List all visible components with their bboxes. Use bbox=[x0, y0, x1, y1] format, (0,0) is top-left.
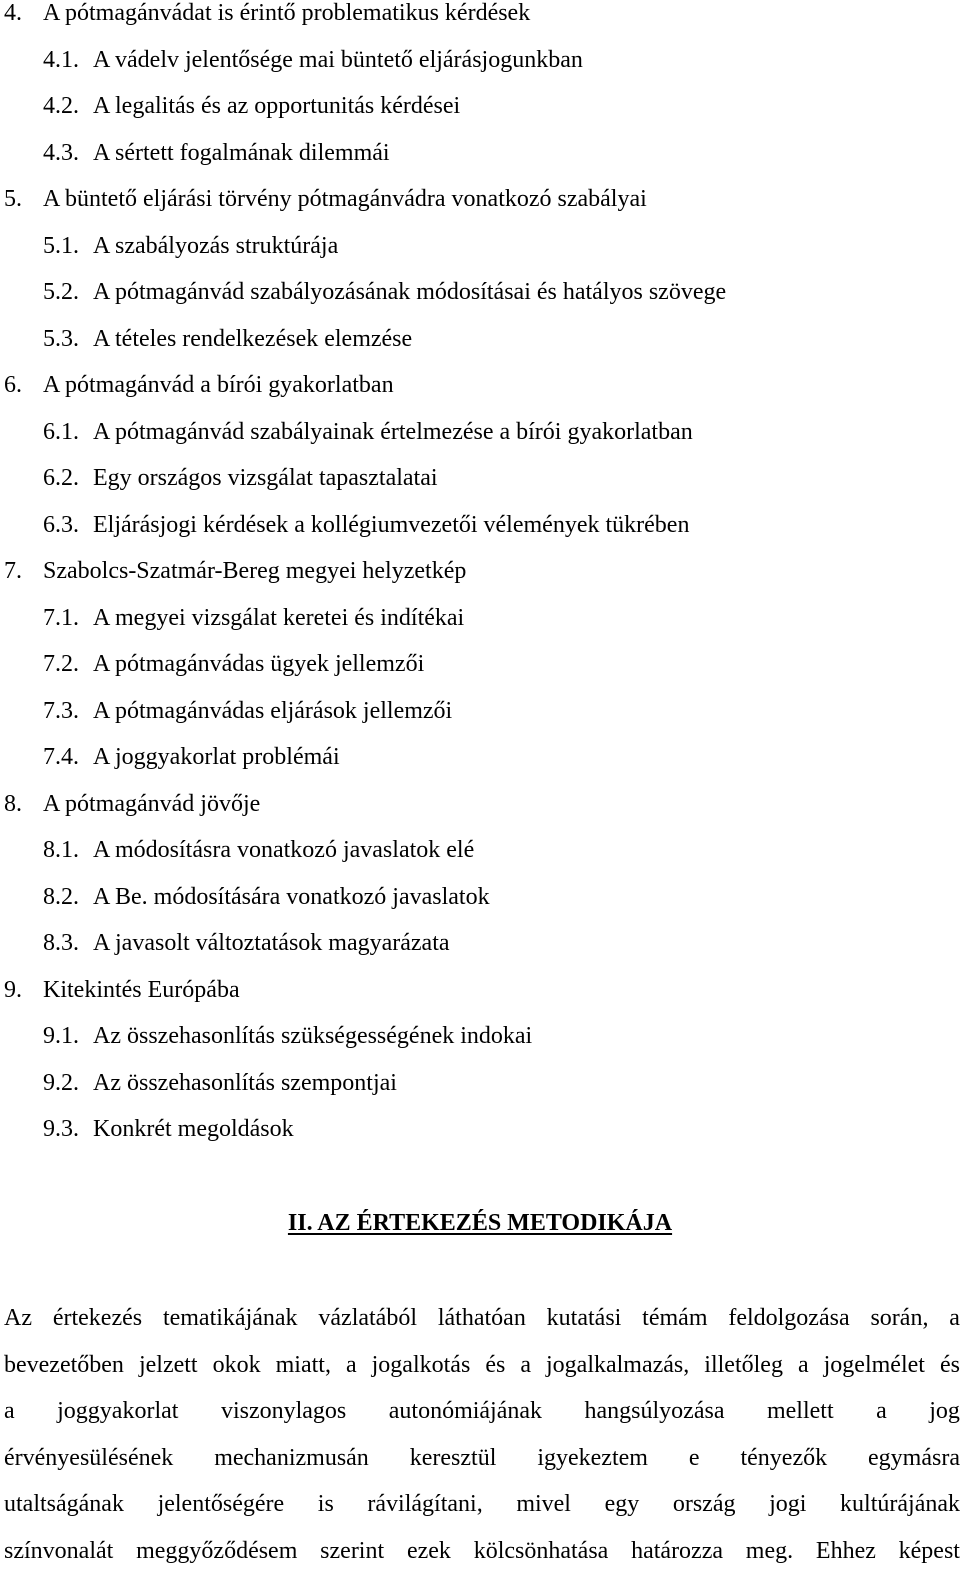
paragraph-line bbox=[4, 1435, 960, 1482]
toc-item-number: 7.3. bbox=[43, 688, 93, 735]
paragraph-word: jogelmélet bbox=[824, 1342, 925, 1389]
toc-item-title: A szabályozás struktúrája bbox=[93, 233, 338, 259]
toc-item bbox=[0, 0, 960, 37]
paragraph-word: ezek bbox=[407, 1528, 451, 1574]
toc-item-number: 9.3. bbox=[43, 1106, 93, 1153]
paragraph-word: kölcsönhatása bbox=[474, 1528, 609, 1574]
paragraph-word: jelzett bbox=[139, 1342, 198, 1389]
paragraph-word: a bbox=[949, 1295, 960, 1342]
paragraph-line bbox=[4, 1481, 960, 1528]
paragraph-word: feldolgozása bbox=[728, 1295, 849, 1342]
paragraph-word: jogalkotás bbox=[372, 1342, 471, 1389]
toc-item-number: 6.1. bbox=[43, 409, 93, 456]
toc-item bbox=[0, 83, 960, 130]
body-paragraph bbox=[4, 1295, 960, 1574]
paragraph-word: során, bbox=[870, 1295, 928, 1342]
toc-item-title: A pótmagánvád a bírói gyakorlatban bbox=[43, 372, 394, 398]
paragraph-word: jogi bbox=[769, 1481, 806, 1528]
toc-item bbox=[0, 1060, 960, 1107]
toc-item-title: A pótmagánvádas eljárások jellemzői bbox=[93, 698, 452, 724]
toc-item-title: Egy országos vizsgálat tapasztalatai bbox=[93, 465, 438, 491]
paragraph-word: Ehhez bbox=[816, 1528, 876, 1574]
paragraph-word: is bbox=[318, 1481, 334, 1528]
paragraph-word: Az bbox=[4, 1295, 32, 1342]
paragraph-word: témám bbox=[642, 1295, 707, 1342]
toc-item-title: A módosításra vonatkozó javaslatok elé bbox=[93, 837, 474, 863]
toc-item-title: A pótmagánvádat is érintő problematikus kérdések bbox=[43, 0, 530, 26]
paragraph-word: kutatási bbox=[547, 1295, 622, 1342]
paragraph-word: értekezés bbox=[53, 1295, 142, 1342]
toc-item-number: 5. bbox=[4, 176, 43, 223]
paragraph-word: és bbox=[485, 1342, 505, 1389]
toc-item-title: Szabolcs-Szatmár-Bereg megyei helyzetkép bbox=[43, 558, 466, 584]
paragraph-word: képest bbox=[899, 1528, 960, 1574]
paragraph-word: jog bbox=[929, 1388, 960, 1435]
paragraph-word: érvényesülésének bbox=[4, 1435, 173, 1482]
paragraph-word: joggyakorlat bbox=[57, 1388, 178, 1435]
toc-item-title: A megyei vizsgálat keretei és indítékai bbox=[93, 605, 464, 631]
paragraph-line bbox=[4, 1388, 960, 1435]
toc-item-title: Konkrét megoldások bbox=[93, 1116, 294, 1142]
toc-item-number: 7. bbox=[4, 548, 43, 595]
paragraph-word: hangsúlyozása bbox=[585, 1388, 725, 1435]
toc-item bbox=[0, 455, 960, 502]
toc-item-title: A pótmagánvád szabályozásának módosításai és hatályos szövege bbox=[93, 279, 726, 305]
toc-item-title: Eljárásjogi kérdések a kollégiumvezetői vélemények tükrében bbox=[93, 512, 689, 538]
toc-item-number: 5.2. bbox=[43, 269, 93, 316]
toc-item-title: A sértett fogalmának dilemmái bbox=[93, 140, 390, 166]
paragraph-word: mellett bbox=[767, 1388, 834, 1435]
paragraph-word: határozza bbox=[631, 1528, 723, 1574]
toc-item-number: 6.2. bbox=[43, 455, 93, 502]
paragraph-line bbox=[4, 1342, 960, 1389]
toc-item-title: A Be. módosítására vonatkozó javaslatok bbox=[93, 884, 490, 910]
paragraph-word: kultúrájának bbox=[840, 1481, 960, 1528]
paragraph-word: igyekeztem bbox=[537, 1435, 648, 1482]
toc-item-title: A büntető eljárási törvény pótmagánvádra vonatkozó szabályai bbox=[43, 186, 647, 212]
toc-item bbox=[0, 781, 960, 828]
toc-item bbox=[0, 502, 960, 549]
paragraph-word: okok bbox=[213, 1342, 261, 1389]
paragraph-word: meggyőződésem bbox=[136, 1528, 297, 1574]
toc-item-title: Az összehasonlítás szükségességének indokai bbox=[93, 1023, 532, 1049]
section-heading-text: II. AZ ÉRTEKEZÉS METODIKÁJA bbox=[288, 1210, 672, 1236]
toc-item-number: 6.3. bbox=[43, 502, 93, 549]
toc-item-number: 4.1. bbox=[43, 37, 93, 84]
toc-item bbox=[0, 130, 960, 177]
paragraph-word: láthatóan bbox=[438, 1295, 526, 1342]
toc-item-number: 5.3. bbox=[43, 316, 93, 363]
toc-item-title: A javasolt változtatások magyarázata bbox=[93, 930, 450, 956]
paragraph-word: keresztül bbox=[410, 1435, 497, 1482]
toc-item bbox=[0, 641, 960, 688]
paragraph-word: mivel bbox=[516, 1481, 571, 1528]
paragraph-word: mechanizmusán bbox=[214, 1435, 369, 1482]
paragraph-word: jelentőségére bbox=[158, 1481, 285, 1528]
paragraph-word: a bbox=[798, 1342, 809, 1389]
toc-item-number: 9.2. bbox=[43, 1060, 93, 1107]
paragraph-word: e bbox=[689, 1435, 700, 1482]
toc-item-number: 9. bbox=[4, 967, 43, 1014]
toc-item-number: 8. bbox=[4, 781, 43, 828]
paragraph-word: viszonylagos bbox=[221, 1388, 346, 1435]
toc-item-number: 7.2. bbox=[43, 641, 93, 688]
paragraph-word: tematikájának bbox=[163, 1295, 298, 1342]
paragraph-word: és bbox=[940, 1342, 960, 1389]
paragraph-word: miatt, bbox=[276, 1342, 331, 1389]
toc-item-title: Az összehasonlítás szempontjai bbox=[93, 1070, 397, 1096]
toc-item bbox=[0, 223, 960, 270]
toc-item bbox=[0, 920, 960, 967]
toc-item-title: A tételes rendelkezések elemzése bbox=[93, 326, 412, 352]
toc-item bbox=[0, 548, 960, 595]
paragraph-line bbox=[4, 1295, 960, 1342]
toc-item-title: Kitekintés Európába bbox=[43, 977, 240, 1003]
paragraph-word: a bbox=[4, 1388, 15, 1435]
toc-item-title: A pótmagánvád szabályainak értelmezése a bírói gyakorlatban bbox=[93, 419, 693, 445]
paragraph-word: egymásra bbox=[868, 1435, 960, 1482]
paragraph-word: színvonalát bbox=[4, 1528, 113, 1574]
toc-item bbox=[0, 176, 960, 223]
paragraph-word: meg. bbox=[746, 1528, 793, 1574]
section-heading bbox=[0, 1200, 960, 1246]
paragraph-word: bevezetőben bbox=[4, 1342, 124, 1389]
toc-item bbox=[0, 269, 960, 316]
toc-item bbox=[0, 409, 960, 456]
paragraph-word: rávilágítani, bbox=[367, 1481, 482, 1528]
toc-item-number: 5.1. bbox=[43, 223, 93, 270]
paragraph-word: a bbox=[876, 1388, 887, 1435]
toc-item-number: 7.4. bbox=[43, 734, 93, 781]
paragraph-word: illetőleg bbox=[704, 1342, 783, 1389]
toc-item-title: A joggyakorlat problémái bbox=[93, 744, 340, 770]
toc-item-number: 6. bbox=[4, 362, 43, 409]
toc-item bbox=[0, 874, 960, 921]
toc-item bbox=[0, 316, 960, 363]
paragraph-word: tényezők bbox=[740, 1435, 827, 1482]
paragraph-word: ország bbox=[673, 1481, 736, 1528]
toc-item-number: 4.2. bbox=[43, 83, 93, 130]
paragraph-word: szerint bbox=[320, 1528, 384, 1574]
toc-item bbox=[0, 362, 960, 409]
toc-item bbox=[0, 1013, 960, 1060]
toc-item-number: 8.1. bbox=[43, 827, 93, 874]
toc-item bbox=[0, 827, 960, 874]
paragraph-word: utaltságának bbox=[4, 1481, 124, 1528]
paragraph-word: jogalkalmazás, bbox=[546, 1342, 689, 1389]
toc-item bbox=[0, 734, 960, 781]
toc-item bbox=[0, 1106, 960, 1153]
paragraph-word: egy bbox=[605, 1481, 640, 1528]
toc-item-number: 4. bbox=[4, 0, 43, 37]
paragraph-word: vázlatából bbox=[318, 1295, 417, 1342]
toc-item-number: 4.3. bbox=[43, 130, 93, 177]
paragraph-line bbox=[4, 1528, 960, 1574]
paragraph-word: autonómiájának bbox=[389, 1388, 542, 1435]
paragraph-word: a bbox=[520, 1342, 531, 1389]
paragraph-word: a bbox=[346, 1342, 357, 1389]
toc-item bbox=[0, 595, 960, 642]
toc-item bbox=[0, 967, 960, 1014]
toc-item-number: 8.2. bbox=[43, 874, 93, 921]
toc-item-title: A vádelv jelentősége mai büntető eljárásjogunkban bbox=[93, 47, 583, 73]
toc-item bbox=[0, 688, 960, 735]
toc-item-title: A pótmagánvád jövője bbox=[43, 791, 260, 817]
toc-item-number: 9.1. bbox=[43, 1013, 93, 1060]
toc-item-number: 8.3. bbox=[43, 920, 93, 967]
toc-item-number: 7.1. bbox=[43, 595, 93, 642]
toc-item-title: A pótmagánvádas ügyek jellemzői bbox=[93, 651, 424, 677]
toc-item-title: A legalitás és az opportunitás kérdései bbox=[93, 93, 460, 119]
toc-item bbox=[0, 37, 960, 84]
